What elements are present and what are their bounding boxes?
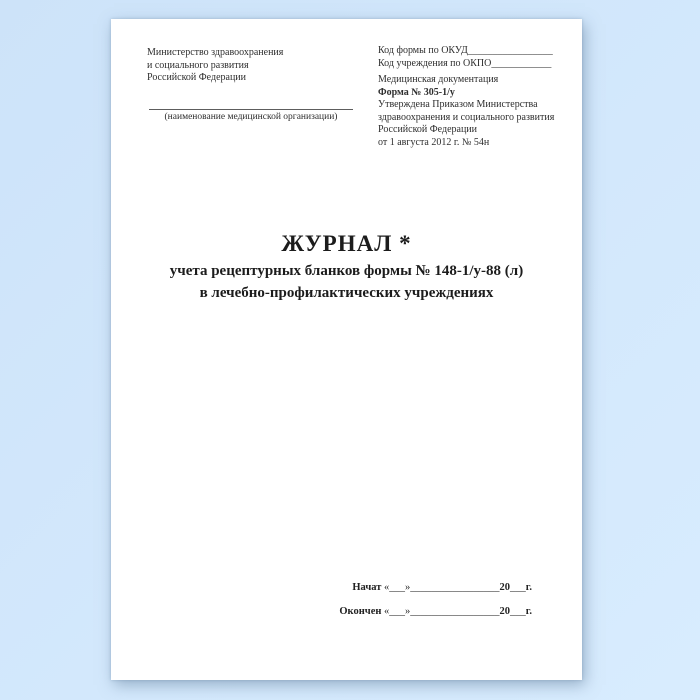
approval-line-1: Утверждена Приказом Министерства <box>378 99 538 110</box>
approval-line-2: здравоохранения и социального развития <box>378 111 555 123</box>
title-block <box>111 231 582 304</box>
journal-subtitle-line-2: в лечебно-профилактических учреждениях <box>199 285 494 301</box>
okpo-code-line: Код учреждения по ОКПО____________ <box>378 57 552 69</box>
finished-date-line <box>339 605 532 619</box>
approval-line-4: от 1 августа 2012 г. № 54н <box>378 136 490 148</box>
ministry-block <box>147 47 359 123</box>
okud-code-line: Код формы по ОКУД_________________ <box>378 45 553 56</box>
finished-day-blank: «___» <box>384 606 411 617</box>
journal-cover-page <box>111 19 582 680</box>
started-label: Начат <box>352 582 382 593</box>
started-year-prefix: 20 <box>499 582 511 593</box>
started-year-blank: ___ <box>510 582 526 593</box>
started-date-line <box>339 581 532 595</box>
journal-subtitle-line-1: учета рецептурных бланков формы № 148-1/у-88 (л) <box>169 263 524 279</box>
form-number-line: Форма № 305-1/у <box>378 86 455 98</box>
form-codes-block <box>378 45 568 149</box>
finished-year-suffix: г. <box>525 606 532 617</box>
finished-year-prefix: 20 <box>499 606 511 617</box>
dates-block <box>339 581 532 619</box>
started-year-suffix: г. <box>525 582 532 593</box>
organization-name-caption: (наименование медицинской организации) <box>164 111 338 122</box>
approval-line-3: Российской Федерации <box>378 124 478 135</box>
finished-year-blank: ___ <box>510 606 526 617</box>
started-day-blank: «___» <box>384 582 411 593</box>
doc-type-line: Медицинская документация <box>378 74 499 85</box>
ministry-line-2: и социального развития <box>147 59 249 71</box>
ministry-line-1: Министерство здравоохранения <box>147 47 284 58</box>
started-month-blank: _________________ <box>410 582 500 593</box>
finished-month-blank: _________________ <box>410 606 500 617</box>
finished-label: Окончен <box>339 606 382 617</box>
ministry-line-3: Российской Федерации <box>147 72 247 83</box>
journal-title: ЖУРНАЛ * <box>281 231 412 256</box>
